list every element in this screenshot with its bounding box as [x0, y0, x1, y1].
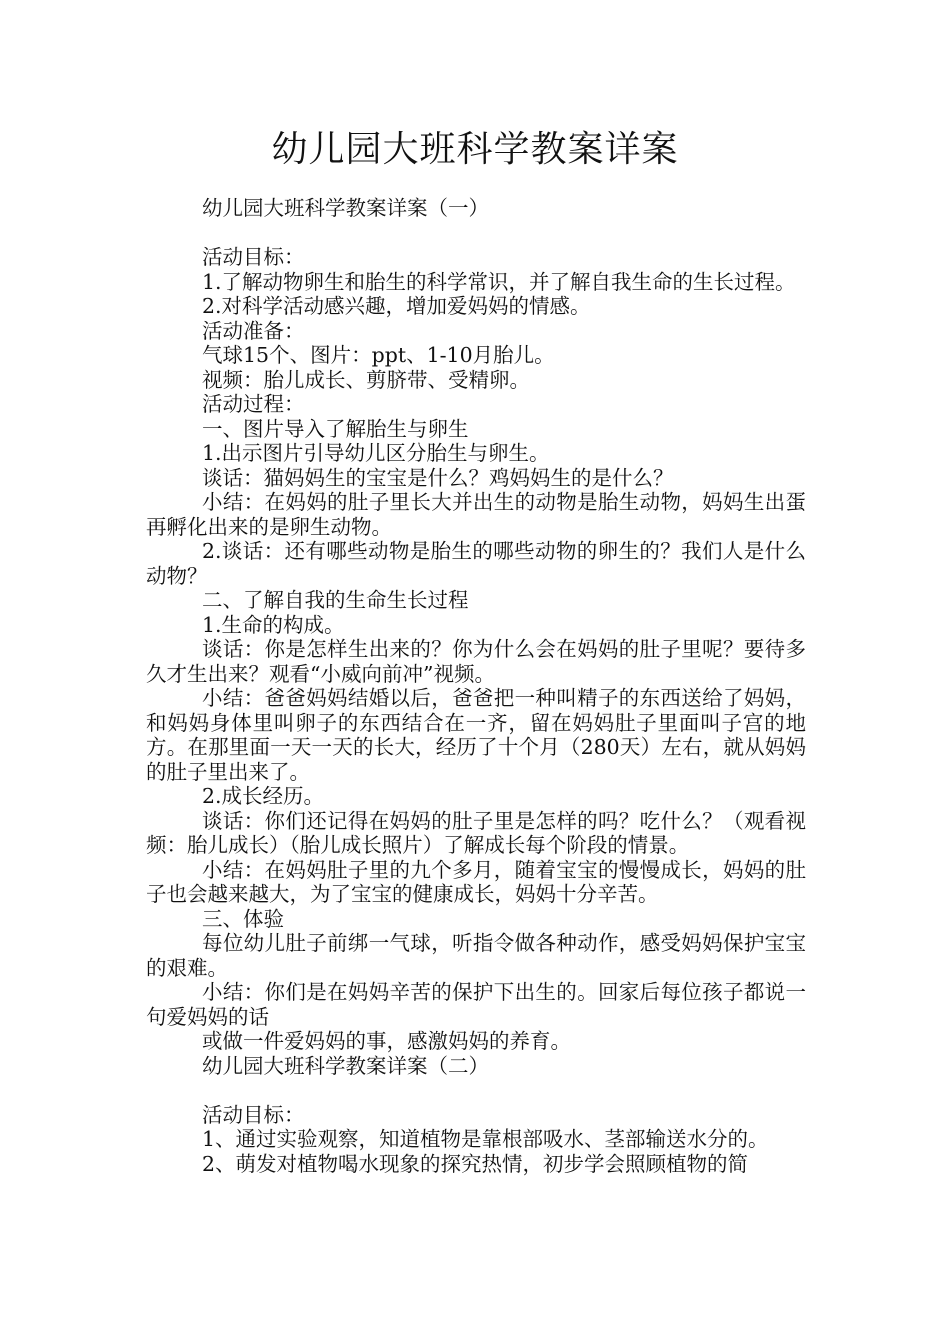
paragraph: 1.出示图片引导幼儿区分胎生与卵生。: [202, 441, 550, 465]
paragraph: 1.了解动物卵生和胎生的科学常识，并了解自我生命的生长过程。: [202, 269, 796, 294]
paragraph: 1、通过实验观察，知道植物是靠根部吸水、茎部输送水分的。: [202, 1127, 769, 1151]
paragraph: 视频：胎儿成长、剪脐带、受精卵。: [202, 367, 530, 392]
paragraph: 活动目标：: [202, 245, 305, 269]
paragraph: 小结：在妈妈肚子里的九个多月，随着宝宝的慢慢成长，妈妈的肚子也会越来越大，为了宝宝的健康成长，妈妈十分辛苦。: [146, 857, 806, 906]
paragraph: 活动准备：: [202, 318, 305, 343]
document-title: 幼儿园大班科学教案详案: [271, 129, 679, 170]
paragraph: 小结：在妈妈的肚子里长大并出生的动物是胎生动物，妈妈生出蛋再孵化出来的是卵生动物。: [146, 490, 806, 539]
paragraph: 活动目标：: [202, 1102, 305, 1127]
paragraph: 谈话：你们还记得在妈妈的肚子里是怎样的吗？吃什么？（观看视频：胎儿成长）（胎儿成长照片）了解成长每个阶段的情景。: [146, 808, 806, 857]
paragraph: 谈话：你是怎样生出来的？你为什么会在妈妈的肚子里呢？要待多久才生出来？观看“小威向前冲”视频。: [146, 637, 806, 686]
section-heading-1: 幼儿园大班科学教案详案（一）: [202, 196, 489, 220]
paragraph: 小结：你们是在妈妈辛苦的保护下出生的。回家后每位孩子都说一句爱妈妈的话: [146, 980, 806, 1029]
paragraph: 2.对科学活动感兴趣，增加爱妈妈的情感。: [202, 294, 591, 318]
paragraph: 谈话：猫妈妈生的宝宝是什么？鸡妈妈生的是什么？: [202, 465, 674, 490]
paragraph: 2、萌发对植物喝水现象的探究热情，初步学会照顾植物的简: [202, 1151, 749, 1176]
blank-line: [146, 1078, 806, 1103]
paragraph: 1.生命的构成。: [202, 612, 345, 637]
paragraph: 小结：爸爸妈妈结婚以后，爸爸把一种叫精子的东西送给了妈妈，和妈妈身体里叫卵子的东西结合在一齐，留在妈妈肚子里面叫子宫的地方。在那里面一天一天的长大，经历了十个月（280天）左右，就从妈妈的肚子里出来了。: [146, 686, 806, 784]
paragraph: 每位幼儿肚子前绑一气球，听指令做各种动作，感受妈妈保护宝宝的艰难。: [146, 931, 806, 980]
section-heading-2: 幼儿园大班科学教案详案（二）: [202, 1053, 489, 1078]
document-body: [146, 196, 806, 1176]
paragraph: 气球15个、图片：ppt、1-10月胎儿。: [202, 343, 555, 367]
paragraph: 一、图片导入了解胎生与卵生: [202, 416, 469, 441]
paragraph: 2.成长经历。: [202, 784, 325, 808]
paragraph: 活动过程：: [202, 392, 305, 416]
blank-line: [146, 221, 806, 246]
paragraph: 二、了解自我的生命生长过程: [202, 588, 469, 612]
paragraph: 三、体验: [202, 906, 284, 931]
paragraph: 或做一件爱妈妈的事，感激妈妈的养育。: [202, 1029, 571, 1053]
paragraph: 2.谈话：还有哪些动物是胎生的哪些动物的卵生的？我们人是什么动物？: [146, 539, 806, 588]
